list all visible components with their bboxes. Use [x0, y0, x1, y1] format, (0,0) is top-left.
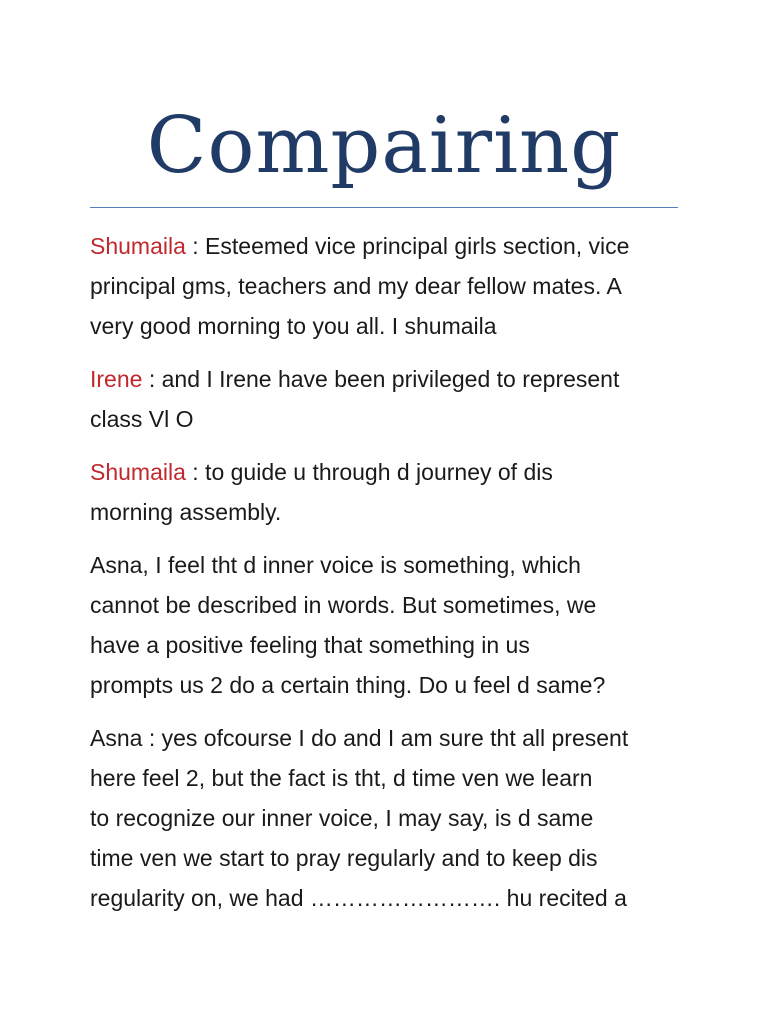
text-line: Asna, I feel tht d inner voice is something, which	[90, 552, 581, 578]
dialogue-paragraph	[90, 359, 690, 439]
text-line: morning assembly.	[90, 499, 282, 525]
text-line: class Vl O	[90, 406, 194, 432]
speaker-name: Irene	[90, 366, 143, 392]
text-line: time ven we start to pray regularly and to keep dis	[90, 845, 598, 871]
text-line: Asna : yes ofcourse I do and I am sure tht all present	[90, 725, 629, 751]
text-line	[90, 452, 690, 492]
speaker-name: Shumaila	[90, 459, 186, 485]
dialogue-paragraph	[90, 718, 690, 918]
text-line: cannot be described in words. But sometimes, we	[90, 592, 597, 618]
dialogue-paragraph	[90, 226, 690, 346]
text-line: regularity on, we had ……………………. hu recited a	[90, 885, 627, 911]
title-underline	[90, 207, 678, 208]
text-line	[90, 359, 690, 399]
text-line	[90, 226, 690, 266]
text-line: prompts us 2 do a certain thing. Do u feel d same?	[90, 672, 606, 698]
line-text: : to guide u through d journey of dis	[185, 459, 553, 485]
speaker-name: Shumaila	[90, 233, 186, 259]
dialogue-paragraph	[90, 545, 690, 705]
line-text: : and I Irene have been privileged to represent	[142, 366, 620, 392]
text-line: have a positive feeling that something in us	[90, 632, 530, 658]
text-line: principal gms, teachers and my dear fellow mates. A	[90, 273, 622, 299]
document-title: Compairing	[146, 101, 622, 191]
text-line: here feel 2, but the fact is tht, d time ven we learn	[90, 765, 593, 791]
text-line: very good morning to you all. I shumaila	[90, 313, 497, 339]
line-text: : Esteemed vice principal girls section, vice	[185, 233, 630, 259]
dialogue-paragraph	[90, 452, 690, 532]
text-line: to recognize our inner voice, I may say, is d same	[90, 805, 594, 831]
document-body	[90, 226, 690, 931]
